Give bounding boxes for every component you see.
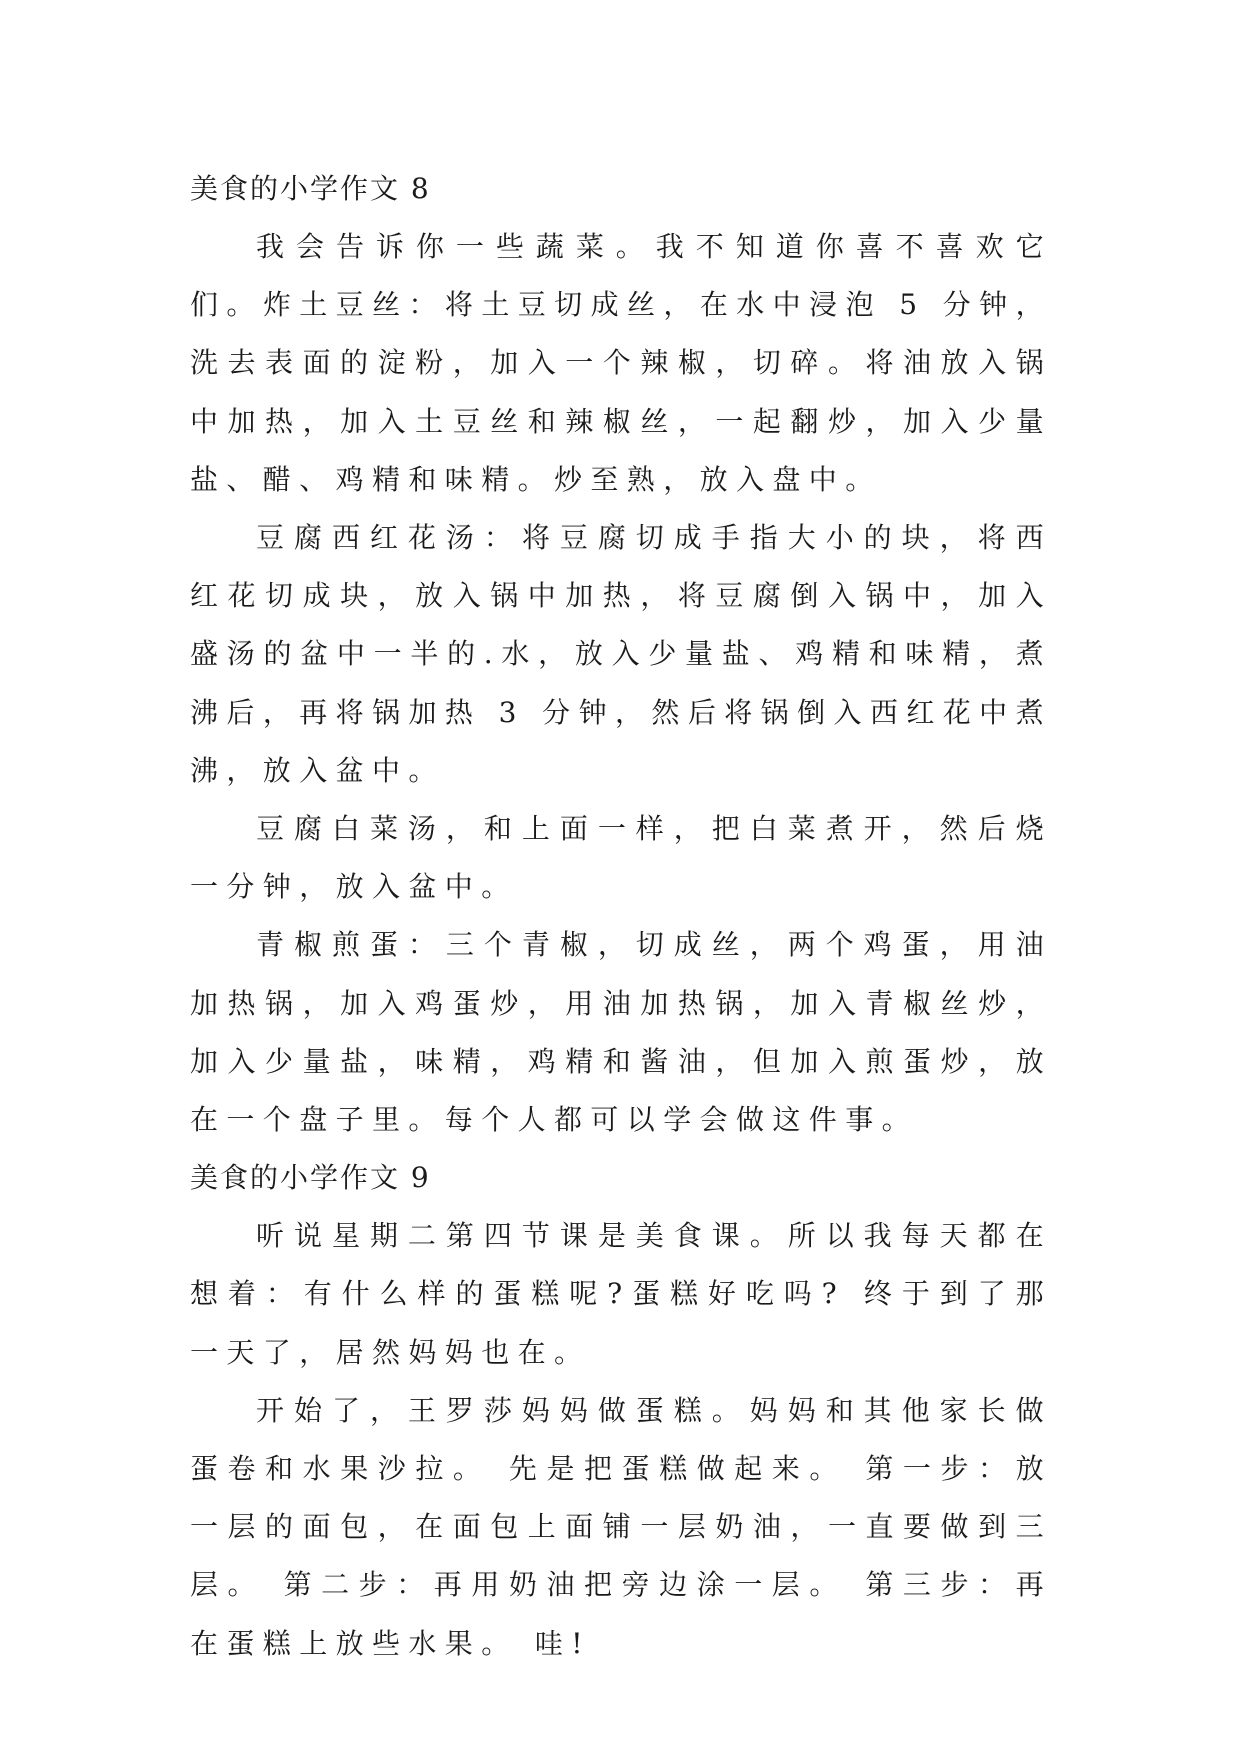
essay-9-title: 美食的小学作文 9: [190, 1161, 431, 1195]
essay-8-paragraph-3: 豆腐白菜汤，和上面一样，把白菜煮开，然后烧一分钟，放入盆中。: [190, 812, 1052, 904]
essay-9-paragraph-2: 开始了，王罗莎妈妈做蛋糕。妈妈和其他家长做蛋卷和水果沙拉。 先是把蛋糕做起来。 第一步：放一层的面包，在面包上面铺一层奶油，一直要做到三层。 第二步：再用奶油把旁边涂一层。 第三步：再在蛋糕上放些水果。 哇!: [190, 1393, 1052, 1660]
essay-8-paragraph-4: 青椒煎蛋：三个青椒，切成丝，两个鸡蛋，用油加热锅，加入鸡蛋炒，用油加热锅，加入青椒丝炒，加入少量盐，味精，鸡精和酱油，但加入煎蛋炒，放在一个盘子里。每个人都可以学会做这件事。: [190, 928, 1052, 1137]
essay-8-paragraph-1: 我会告诉你一些蔬菜。我不知道你喜不喜欢它们。炸土豆丝：将土豆切成丝，在水中浸泡 5 分钟，洗去表面的淀粉，加入一个辣椒，切碎。将油放入锅中加热，加入土豆丝和辣椒丝，一起翻炒，加入少量盐、醋、鸡精和味精。炒至熟，放入盘中。: [190, 230, 1052, 496]
essay-9-paragraph-1: 听说星期二第四节课是美食课。所以我每天都在想着：有什么样的蛋糕呢?蛋糕好吃吗? 终于到了那一天了，居然妈妈也在。: [190, 1219, 1052, 1369]
essay-8-paragraph-2: 豆腐西红花汤：将豆腐切成手指大小的块，将西红花切成块，放入锅中加热，将豆腐倒入锅中，加入盛汤的盆中一半的.水，放入少量盐、鸡精和味精，煮沸后，再将锅加热 3 分钟，然后将锅倒入西红花中煮沸，放入盆中。: [190, 521, 1052, 787]
document-page: [190, 160, 1052, 1673]
essay-8-title: 美食的小学作文 8: [190, 172, 431, 205]
